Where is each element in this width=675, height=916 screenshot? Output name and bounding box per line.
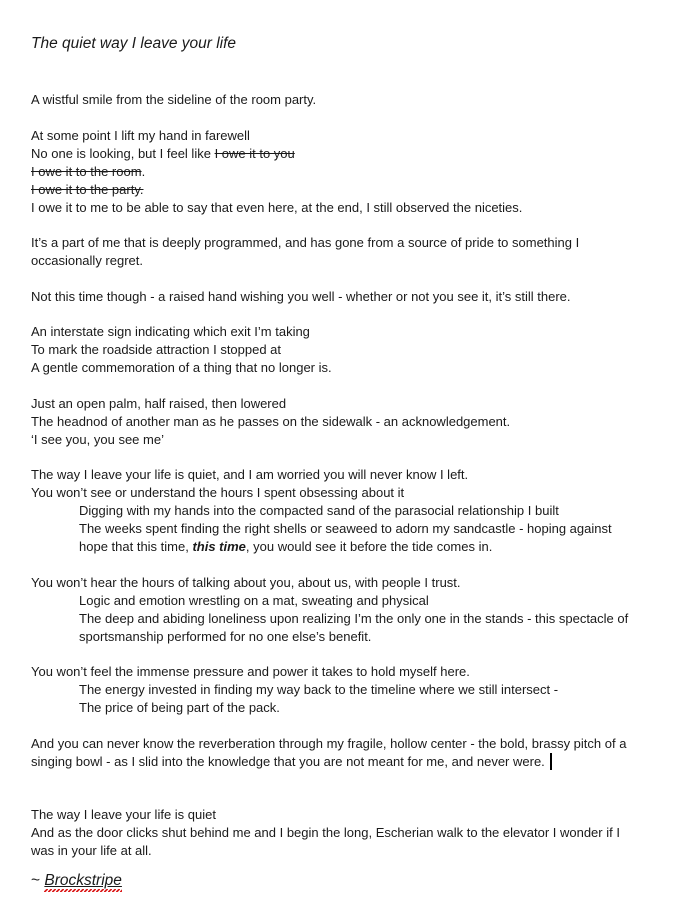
stanza-7-indent-3 — [31, 538, 651, 556]
stanza-7-indent-2: The weeks spent finding the right shells or seaweed to adorn my sandcastle - hoping against — [79, 521, 612, 536]
stanza-8-line-1: You won’t hear the hours of talking about you, about us, with people I trust. — [31, 574, 461, 590]
line-text: , you would see it before the tide comes in. — [245, 539, 493, 554]
stanza-9-indent-1: The energy invested in finding my way back to the timeline where we still intersect - — [79, 682, 559, 697]
stanza-11-line-1: The way I leave your life is quiet — [31, 806, 216, 822]
stanza-4-line-1: Not this time though - a raised hand wishing you well - whether or not you see it, it’s still there. — [31, 288, 571, 304]
blank-line — [31, 556, 651, 574]
stanza-7-indent-1: Digging with my hands into the compacted sand of the parasocial relationship I built — [79, 503, 559, 518]
line-text: singing bowl - as I slid into the knowledge that you are not meant for me, and never were. — [31, 753, 545, 769]
stanza-7-line-2: You won’t see or understand the hours I spent obsessing about it — [31, 485, 405, 500]
stanza-3-line-1: It’s a part of me that is deeply programmed, and has gone from a source of pride to something I occasionally regret. — [31, 235, 580, 268]
blank-line — [31, 646, 651, 664]
signature-name[interactable] — [44, 872, 122, 889]
stanza-5-line-1: An interstate sign indicating which exit I’m taking — [31, 324, 310, 339]
stanza-9-indent-2: The price of being part of the pack. — [79, 700, 280, 715]
stanza-11-line-3: was in your life at all. — [31, 842, 152, 858]
line-text: No one is looking, but I feel like — [31, 145, 215, 161]
document-body[interactable] — [31, 91, 651, 860]
blank-line — [31, 717, 651, 735]
stanza-2-line-5: I owe it to me to be able to say that even here, at the end, I still observed the niceties. — [31, 199, 523, 215]
blank-line — [31, 270, 651, 288]
line-text: . — [141, 163, 146, 179]
blank-line — [31, 377, 651, 395]
struck-text: I owe it to the party. — [31, 181, 144, 197]
blank-line — [31, 306, 651, 324]
stanza-10-line-1: And you can never know the reverberation through my fragile, hollow center - the bold, brassy pitch of a — [31, 735, 627, 751]
stanza-2-line-2 — [31, 145, 651, 163]
line-text: hope that this time, — [79, 539, 193, 554]
stanza-5-line-2: To mark the roadside attraction I stopped at — [31, 342, 282, 357]
stanza-7-line-1: The way I leave your life is quiet, and I am worried you will never know I left. — [31, 467, 469, 482]
stanza-6-line-3: ‘I see you, you see me’ — [31, 431, 164, 447]
blank-line — [31, 771, 651, 806]
spellcheck-underline — [44, 889, 122, 892]
text-cursor — [550, 753, 552, 770]
stanza-10-line-2 — [31, 753, 651, 771]
stanza-6-line-2: The headnod of another man as he passes on the sidewalk - an acknowledgement. — [31, 413, 511, 429]
blank-line — [31, 217, 651, 235]
signature — [31, 871, 122, 891]
stanza-2-line-4 — [31, 181, 651, 199]
stanza-5-line-3: A gentle commemoration of a thing that no longer is. — [31, 360, 332, 375]
stanza-1-line-1: A wistful smile from the sideline of the room party. — [31, 92, 317, 107]
stanza-8-indent-2: The deep and abiding loneliness upon realizing I’m the only one in the stands - this spectacle of — [79, 610, 629, 626]
stanza-2-line-1: At some point I lift my hand in farewell — [31, 127, 250, 143]
signature-tilde: ~ — [31, 872, 45, 889]
blank-line — [31, 449, 651, 467]
emphasis-text: this time — [192, 539, 246, 554]
blank-line — [31, 109, 651, 127]
stanza-8-indent-3: sportsmanship performed for no one else’s benefit. — [79, 628, 372, 644]
stanza-6-line-1: Just an open palm, half raised, then lowered — [31, 395, 287, 411]
stanza-11-line-2: And as the door clicks shut behind me and I begin the long, Escherian walk to the elevator I wonder if I — [31, 824, 620, 840]
stanza-2-line-3 — [31, 163, 651, 181]
struck-text: I owe it to the room — [31, 163, 142, 179]
signature-name-text: Brockstripe — [44, 872, 122, 889]
struck-text: I owe it to you — [214, 145, 295, 161]
stanza-9-line-1: You won’t feel the immense pressure and power it takes to hold myself here. — [31, 664, 470, 679]
document-title: The quiet way I leave your life — [31, 35, 237, 52]
stanza-8-indent-1: Logic and emotion wrestling on a mat, sweating and physical — [79, 592, 429, 608]
